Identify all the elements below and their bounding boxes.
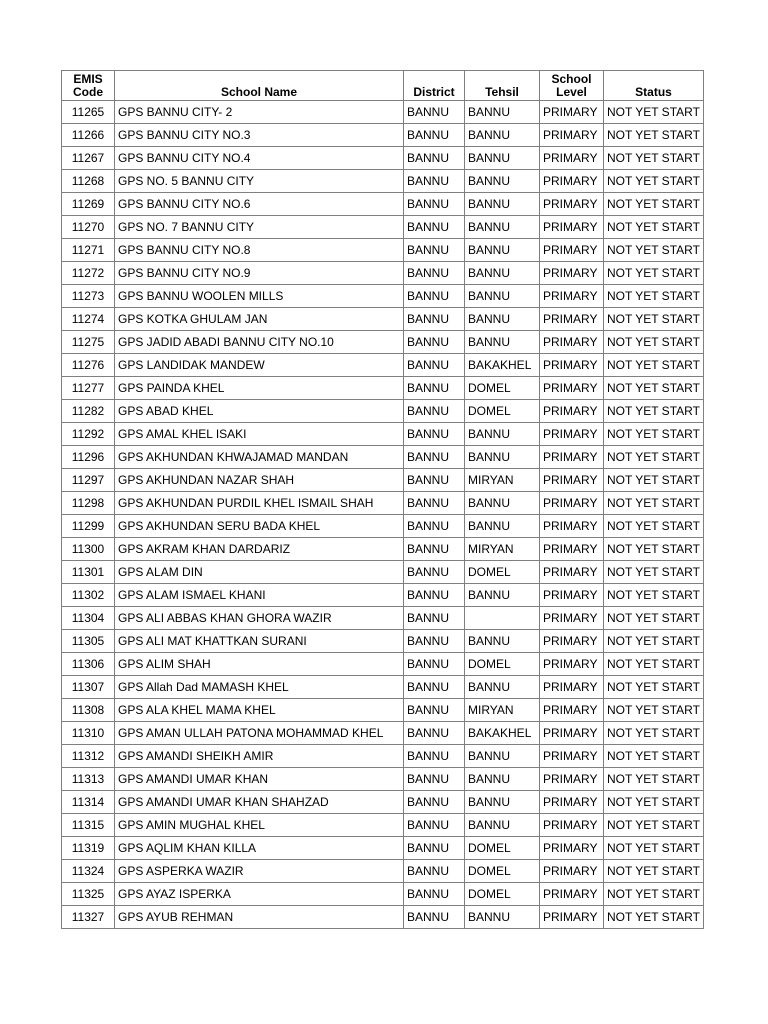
table-row bbox=[62, 469, 704, 492]
tehsil-cell: BANNU bbox=[465, 584, 540, 607]
status-cell: NOT YET START bbox=[604, 400, 704, 423]
tehsil-cell: DOMEL bbox=[465, 860, 540, 883]
school-name-cell: GPS ALA KHEL MAMA KHEL bbox=[115, 699, 404, 722]
status-cell: NOT YET START bbox=[604, 906, 704, 929]
school-level-cell: PRIMARY bbox=[540, 170, 604, 193]
school-name-cell: GPS ALI ABBAS KHAN GHORA WAZIR bbox=[115, 607, 404, 630]
school-level-cell: PRIMARY bbox=[540, 745, 604, 768]
table-row bbox=[62, 124, 704, 147]
emis-code-cell: 11267 bbox=[62, 147, 115, 170]
emis-code-cell: 11308 bbox=[62, 699, 115, 722]
school-name-cell: GPS NO. 7 BANNU CITY bbox=[115, 216, 404, 239]
status-cell: NOT YET START bbox=[604, 883, 704, 906]
school-name-cell: GPS AQLIM KHAN KILLA bbox=[115, 837, 404, 860]
table-row bbox=[62, 308, 704, 331]
district-cell: BANNU bbox=[404, 147, 465, 170]
table-row bbox=[62, 446, 704, 469]
district-cell: BANNU bbox=[404, 262, 465, 285]
emis-code-cell: 11269 bbox=[62, 193, 115, 216]
school-name-cell: GPS ALI MAT KHATTKAN SURANI bbox=[115, 630, 404, 653]
emis-code-cell: 11292 bbox=[62, 423, 115, 446]
tehsil-cell: MIRYAN bbox=[465, 538, 540, 561]
tehsil-cell: BANNU bbox=[465, 331, 540, 354]
school-name-cell: GPS BANNU WOOLEN MILLS bbox=[115, 285, 404, 308]
status-cell: NOT YET START bbox=[604, 469, 704, 492]
school-name-cell: GPS AKHUNDAN PURDIL KHEL ISMAIL SHAH bbox=[115, 492, 404, 515]
school-level-cell: PRIMARY bbox=[540, 423, 604, 446]
table-row bbox=[62, 515, 704, 538]
table-row bbox=[62, 331, 704, 354]
school-level-cell: PRIMARY bbox=[540, 837, 604, 860]
status-cell: NOT YET START bbox=[604, 791, 704, 814]
district-cell: BANNU bbox=[404, 653, 465, 676]
school-name-cell: GPS KOTKA GHULAM JAN bbox=[115, 308, 404, 331]
tehsil-cell bbox=[465, 607, 540, 630]
emis-code-cell: 11305 bbox=[62, 630, 115, 653]
status-cell: NOT YET START bbox=[604, 722, 704, 745]
district-cell: BANNU bbox=[404, 745, 465, 768]
district-cell: BANNU bbox=[404, 768, 465, 791]
table-row bbox=[62, 837, 704, 860]
school-name-cell: GPS AKHUNDAN KHWAJAMAD MANDAN bbox=[115, 446, 404, 469]
emis-code-cell: 11277 bbox=[62, 377, 115, 400]
district-cell: BANNU bbox=[404, 492, 465, 515]
school-name-cell: GPS ABAD KHEL bbox=[115, 400, 404, 423]
district-cell: BANNU bbox=[404, 722, 465, 745]
school-level-cell: PRIMARY bbox=[540, 699, 604, 722]
tehsil-cell: DOMEL bbox=[465, 377, 540, 400]
school-name-cell: GPS AMANDI SHEIKH AMIR bbox=[115, 745, 404, 768]
emis-code-cell: 11274 bbox=[62, 308, 115, 331]
tehsil-cell: MIRYAN bbox=[465, 469, 540, 492]
table-row bbox=[62, 147, 704, 170]
emis-code-cell: 11300 bbox=[62, 538, 115, 561]
school-name-cell: GPS AKHUNDAN SERU BADA KHEL bbox=[115, 515, 404, 538]
tehsil-cell: BANNU bbox=[465, 768, 540, 791]
status-cell: NOT YET START bbox=[604, 147, 704, 170]
district-cell: BANNU bbox=[404, 400, 465, 423]
district-cell: BANNU bbox=[404, 883, 465, 906]
district-cell: BANNU bbox=[404, 308, 465, 331]
school-name-cell: GPS BANNU CITY- 2 bbox=[115, 101, 404, 124]
district-cell: BANNU bbox=[404, 607, 465, 630]
emis-code-cell: 11307 bbox=[62, 676, 115, 699]
school-level-cell: PRIMARY bbox=[540, 676, 604, 699]
header-school-level bbox=[540, 71, 604, 101]
school-level-cell: PRIMARY bbox=[540, 124, 604, 147]
district-cell: BANNU bbox=[404, 538, 465, 561]
header-school-name: School Name bbox=[115, 71, 404, 101]
district-cell: BANNU bbox=[404, 285, 465, 308]
school-name-cell: GPS BANNU CITY NO.8 bbox=[115, 239, 404, 262]
tehsil-cell: BANNU bbox=[465, 791, 540, 814]
tehsil-cell: BANNU bbox=[465, 906, 540, 929]
tehsil-cell: DOMEL bbox=[465, 883, 540, 906]
school-level-cell: PRIMARY bbox=[540, 285, 604, 308]
emis-code-cell: 11271 bbox=[62, 239, 115, 262]
school-level-cell: PRIMARY bbox=[540, 101, 604, 124]
header-level-line2: Level bbox=[556, 85, 587, 99]
table-row bbox=[62, 630, 704, 653]
school-level-cell: PRIMARY bbox=[540, 607, 604, 630]
table-row bbox=[62, 400, 704, 423]
district-cell: BANNU bbox=[404, 423, 465, 446]
school-name-cell: GPS BANNU CITY NO.4 bbox=[115, 147, 404, 170]
tehsil-cell: BANNU bbox=[465, 492, 540, 515]
school-name-cell: GPS ALAM ISMAEL KHANI bbox=[115, 584, 404, 607]
tehsil-cell: BANNU bbox=[465, 216, 540, 239]
status-cell: NOT YET START bbox=[604, 561, 704, 584]
emis-code-cell: 11306 bbox=[62, 653, 115, 676]
tehsil-cell: BAKAKHEL bbox=[465, 354, 540, 377]
status-cell: NOT YET START bbox=[604, 124, 704, 147]
district-cell: BANNU bbox=[404, 124, 465, 147]
school-name-cell: GPS ASPERKA WAZIR bbox=[115, 860, 404, 883]
table-row bbox=[62, 285, 704, 308]
district-cell: BANNU bbox=[404, 239, 465, 262]
school-level-cell: PRIMARY bbox=[540, 239, 604, 262]
tehsil-cell: BANNU bbox=[465, 285, 540, 308]
emis-code-cell: 11310 bbox=[62, 722, 115, 745]
tehsil-cell: DOMEL bbox=[465, 400, 540, 423]
school-level-cell: PRIMARY bbox=[540, 791, 604, 814]
tehsil-cell: BANNU bbox=[465, 676, 540, 699]
emis-code-cell: 11299 bbox=[62, 515, 115, 538]
emis-code-cell: 11324 bbox=[62, 860, 115, 883]
district-cell: BANNU bbox=[404, 354, 465, 377]
table-row bbox=[62, 745, 704, 768]
district-cell: BANNU bbox=[404, 446, 465, 469]
status-cell: NOT YET START bbox=[604, 492, 704, 515]
school-level-cell: PRIMARY bbox=[540, 469, 604, 492]
table-row bbox=[62, 883, 704, 906]
school-name-cell: GPS Allah Dad MAMASH KHEL bbox=[115, 676, 404, 699]
tehsil-cell: BANNU bbox=[465, 446, 540, 469]
emis-code-cell: 11315 bbox=[62, 814, 115, 837]
header-emis-line2: Code bbox=[73, 85, 103, 99]
emis-code-cell: 11312 bbox=[62, 745, 115, 768]
school-name-cell: GPS ALIM SHAH bbox=[115, 653, 404, 676]
school-level-cell: PRIMARY bbox=[540, 814, 604, 837]
table-row bbox=[62, 906, 704, 929]
school-level-cell: PRIMARY bbox=[540, 515, 604, 538]
emis-code-cell: 11298 bbox=[62, 492, 115, 515]
tehsil-cell: BANNU bbox=[465, 193, 540, 216]
header-emis-line1: EMIS bbox=[73, 72, 103, 86]
tehsil-cell: BANNU bbox=[465, 124, 540, 147]
table-row bbox=[62, 814, 704, 837]
school-level-cell: PRIMARY bbox=[540, 147, 604, 170]
emis-code-cell: 11273 bbox=[62, 285, 115, 308]
school-name-cell: GPS AKRAM KHAN DARDARIZ bbox=[115, 538, 404, 561]
tehsil-cell: DOMEL bbox=[465, 653, 540, 676]
school-level-cell: PRIMARY bbox=[540, 400, 604, 423]
status-cell: NOT YET START bbox=[604, 354, 704, 377]
table-row bbox=[62, 561, 704, 584]
status-cell: NOT YET START bbox=[604, 262, 704, 285]
school-level-cell: PRIMARY bbox=[540, 216, 604, 239]
tehsil-cell: BANNU bbox=[465, 630, 540, 653]
status-cell: NOT YET START bbox=[604, 239, 704, 262]
district-cell: BANNU bbox=[404, 469, 465, 492]
school-level-cell: PRIMARY bbox=[540, 561, 604, 584]
school-level-cell: PRIMARY bbox=[540, 630, 604, 653]
school-level-cell: PRIMARY bbox=[540, 722, 604, 745]
tehsil-cell: BANNU bbox=[465, 147, 540, 170]
table-header-row bbox=[62, 71, 704, 101]
school-level-cell: PRIMARY bbox=[540, 331, 604, 354]
status-cell: NOT YET START bbox=[604, 630, 704, 653]
emis-code-cell: 11275 bbox=[62, 331, 115, 354]
table-row bbox=[62, 423, 704, 446]
district-cell: BANNU bbox=[404, 101, 465, 124]
tehsil-cell: BANNU bbox=[465, 515, 540, 538]
school-name-cell: GPS PAINDA KHEL bbox=[115, 377, 404, 400]
emis-code-cell: 11301 bbox=[62, 561, 115, 584]
table-row bbox=[62, 584, 704, 607]
header-emis-code bbox=[62, 71, 115, 101]
table-row bbox=[62, 860, 704, 883]
table-row bbox=[62, 699, 704, 722]
table-row bbox=[62, 101, 704, 124]
emis-code-cell: 11270 bbox=[62, 216, 115, 239]
school-level-cell: PRIMARY bbox=[540, 492, 604, 515]
status-cell: NOT YET START bbox=[604, 607, 704, 630]
school-level-cell: PRIMARY bbox=[540, 906, 604, 929]
district-cell: BANNU bbox=[404, 791, 465, 814]
header-district: District bbox=[404, 71, 465, 101]
district-cell: BANNU bbox=[404, 906, 465, 929]
status-cell: NOT YET START bbox=[604, 745, 704, 768]
table-row bbox=[62, 170, 704, 193]
status-cell: NOT YET START bbox=[604, 653, 704, 676]
district-cell: BANNU bbox=[404, 377, 465, 400]
school-level-cell: PRIMARY bbox=[540, 446, 604, 469]
status-cell: NOT YET START bbox=[604, 193, 704, 216]
tehsil-cell: BANNU bbox=[465, 101, 540, 124]
school-level-cell: PRIMARY bbox=[540, 538, 604, 561]
status-cell: NOT YET START bbox=[604, 515, 704, 538]
header-level-line1: School bbox=[551, 72, 592, 86]
status-cell: NOT YET START bbox=[604, 423, 704, 446]
school-name-cell: GPS AYAZ ISPERKA bbox=[115, 883, 404, 906]
emis-code-cell: 11266 bbox=[62, 124, 115, 147]
school-level-cell: PRIMARY bbox=[540, 308, 604, 331]
status-cell: NOT YET START bbox=[604, 814, 704, 837]
table-row bbox=[62, 492, 704, 515]
school-name-cell: GPS AMANDI UMAR KHAN SHAHZAD bbox=[115, 791, 404, 814]
table-row bbox=[62, 791, 704, 814]
header-status: Status bbox=[604, 71, 704, 101]
emis-code-cell: 11276 bbox=[62, 354, 115, 377]
district-cell: BANNU bbox=[404, 515, 465, 538]
table-row bbox=[62, 354, 704, 377]
school-level-cell: PRIMARY bbox=[540, 883, 604, 906]
status-cell: NOT YET START bbox=[604, 584, 704, 607]
school-level-cell: PRIMARY bbox=[540, 193, 604, 216]
status-cell: NOT YET START bbox=[604, 285, 704, 308]
tehsil-cell: DOMEL bbox=[465, 837, 540, 860]
school-level-cell: PRIMARY bbox=[540, 584, 604, 607]
table-row bbox=[62, 262, 704, 285]
district-cell: BANNU bbox=[404, 860, 465, 883]
district-cell: BANNU bbox=[404, 561, 465, 584]
district-cell: BANNU bbox=[404, 814, 465, 837]
emis-code-cell: 11268 bbox=[62, 170, 115, 193]
school-level-cell: PRIMARY bbox=[540, 653, 604, 676]
district-cell: BANNU bbox=[404, 584, 465, 607]
emis-code-cell: 11313 bbox=[62, 768, 115, 791]
tehsil-cell: BANNU bbox=[465, 170, 540, 193]
district-cell: BANNU bbox=[404, 331, 465, 354]
status-cell: NOT YET START bbox=[604, 377, 704, 400]
district-cell: BANNU bbox=[404, 699, 465, 722]
school-name-cell: GPS AMANDI UMAR KHAN bbox=[115, 768, 404, 791]
table-row bbox=[62, 239, 704, 262]
tehsil-cell: BANNU bbox=[465, 423, 540, 446]
table-row bbox=[62, 768, 704, 791]
emis-code-cell: 11304 bbox=[62, 607, 115, 630]
school-name-cell: GPS BANNU CITY NO.3 bbox=[115, 124, 404, 147]
school-name-cell: GPS AMAN ULLAH PATONA MOHAMMAD KHEL bbox=[115, 722, 404, 745]
tehsil-cell: BANNU bbox=[465, 239, 540, 262]
school-name-cell: GPS AKHUNDAN NAZAR SHAH bbox=[115, 469, 404, 492]
status-cell: NOT YET START bbox=[604, 699, 704, 722]
table-row bbox=[62, 538, 704, 561]
school-name-cell: GPS AMAL KHEL ISAKI bbox=[115, 423, 404, 446]
school-level-cell: PRIMARY bbox=[540, 354, 604, 377]
school-level-cell: PRIMARY bbox=[540, 860, 604, 883]
emis-code-cell: 11297 bbox=[62, 469, 115, 492]
status-cell: NOT YET START bbox=[604, 216, 704, 239]
status-cell: NOT YET START bbox=[604, 308, 704, 331]
district-cell: BANNU bbox=[404, 676, 465, 699]
school-level-cell: PRIMARY bbox=[540, 262, 604, 285]
tehsil-cell: BANNU bbox=[465, 814, 540, 837]
table-row bbox=[62, 216, 704, 239]
tehsil-cell: BAKAKHEL bbox=[465, 722, 540, 745]
emis-code-cell: 11265 bbox=[62, 101, 115, 124]
district-cell: BANNU bbox=[404, 630, 465, 653]
status-cell: NOT YET START bbox=[604, 331, 704, 354]
emis-code-cell: 11327 bbox=[62, 906, 115, 929]
school-name-cell: GPS NO. 5 BANNU CITY bbox=[115, 170, 404, 193]
emis-code-cell: 11314 bbox=[62, 791, 115, 814]
status-cell: NOT YET START bbox=[604, 446, 704, 469]
school-name-cell: GPS BANNU CITY NO.9 bbox=[115, 262, 404, 285]
emis-code-cell: 11325 bbox=[62, 883, 115, 906]
tehsil-cell: BANNU bbox=[465, 262, 540, 285]
status-cell: NOT YET START bbox=[604, 676, 704, 699]
emis-code-cell: 11272 bbox=[62, 262, 115, 285]
status-cell: NOT YET START bbox=[604, 860, 704, 883]
school-level-cell: PRIMARY bbox=[540, 377, 604, 400]
status-cell: NOT YET START bbox=[604, 768, 704, 791]
table-body bbox=[62, 101, 704, 929]
table-row bbox=[62, 193, 704, 216]
emis-code-cell: 11302 bbox=[62, 584, 115, 607]
district-cell: BANNU bbox=[404, 193, 465, 216]
table-row bbox=[62, 722, 704, 745]
status-cell: NOT YET START bbox=[604, 837, 704, 860]
table-row bbox=[62, 653, 704, 676]
emis-code-cell: 11282 bbox=[62, 400, 115, 423]
district-cell: BANNU bbox=[404, 216, 465, 239]
emis-code-cell: 11319 bbox=[62, 837, 115, 860]
status-cell: NOT YET START bbox=[604, 170, 704, 193]
status-cell: NOT YET START bbox=[604, 101, 704, 124]
tehsil-cell: MIRYAN bbox=[465, 699, 540, 722]
school-name-cell: GPS JADID ABADI BANNU CITY NO.10 bbox=[115, 331, 404, 354]
emis-code-cell: 11296 bbox=[62, 446, 115, 469]
schools-table bbox=[61, 70, 704, 929]
table-row bbox=[62, 607, 704, 630]
school-name-cell: GPS AMIN MUGHAL KHEL bbox=[115, 814, 404, 837]
school-level-cell: PRIMARY bbox=[540, 768, 604, 791]
school-name-cell: GPS ALAM DIN bbox=[115, 561, 404, 584]
district-cell: BANNU bbox=[404, 837, 465, 860]
school-name-cell: GPS AYUB REHMAN bbox=[115, 906, 404, 929]
tehsil-cell: DOMEL bbox=[465, 561, 540, 584]
table-row bbox=[62, 377, 704, 400]
tehsil-cell: BANNU bbox=[465, 308, 540, 331]
school-name-cell: GPS BANNU CITY NO.6 bbox=[115, 193, 404, 216]
header-tehsil: Tehsil bbox=[465, 71, 540, 101]
tehsil-cell: BANNU bbox=[465, 745, 540, 768]
district-cell: BANNU bbox=[404, 170, 465, 193]
school-name-cell: GPS LANDIDAK MANDEW bbox=[115, 354, 404, 377]
status-cell: NOT YET START bbox=[604, 538, 704, 561]
table-row bbox=[62, 676, 704, 699]
